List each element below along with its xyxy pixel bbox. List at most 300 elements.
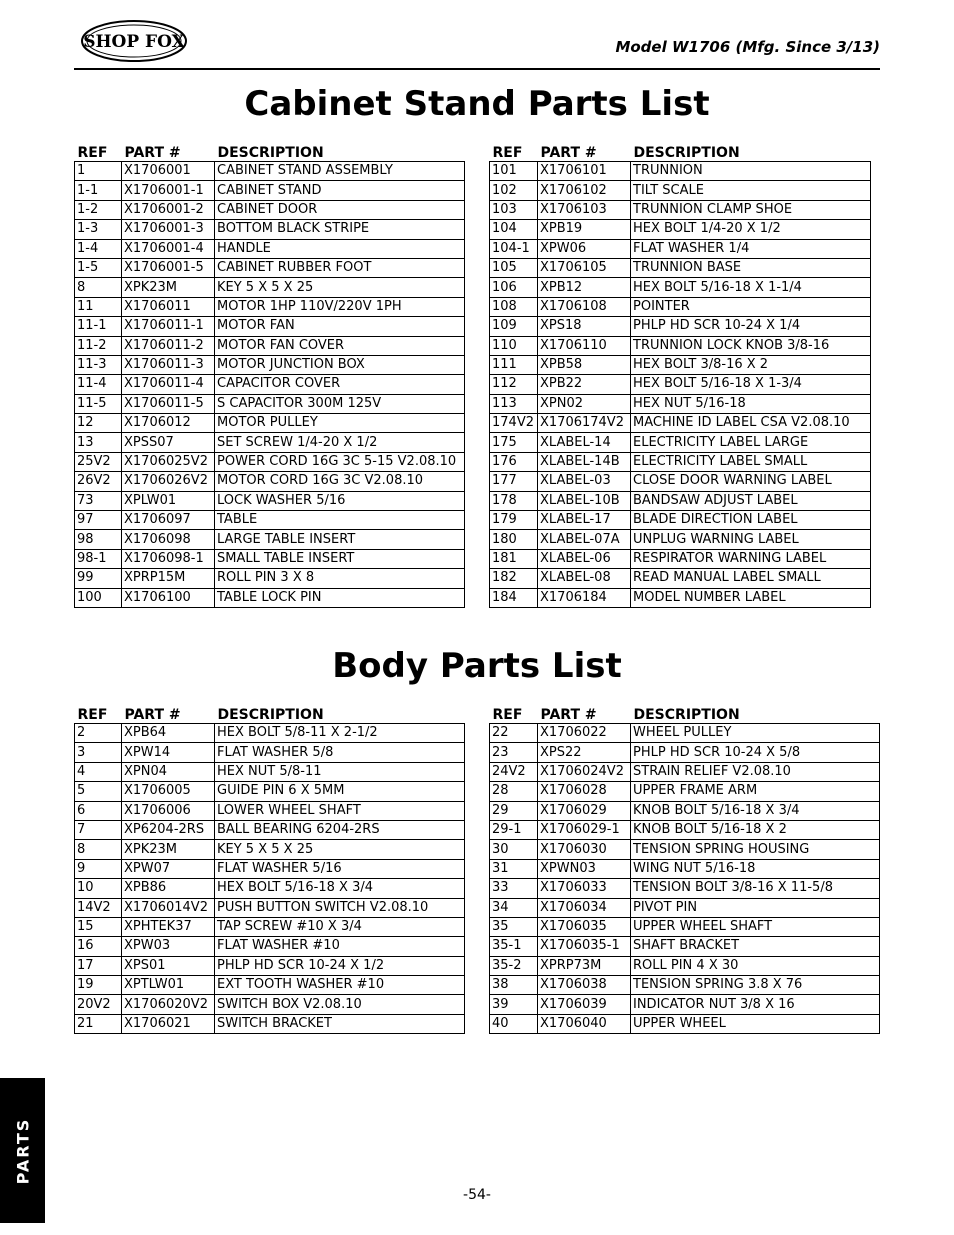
table-row <box>75 976 465 995</box>
ref-cell: 112 <box>490 375 538 394</box>
description-cell: HEX BOLT 3/8-16 X 2 <box>631 355 871 374</box>
col-header-description: DESCRIPTION <box>633 145 740 161</box>
description-cell: PHLP HD SCR 10-24 X 1/2 <box>215 956 465 975</box>
side-tab-label: PARTS <box>13 1117 32 1184</box>
description-cell: CABINET STAND ASSEMBLY <box>215 162 465 181</box>
description-cell: S CAPACITOR 300M 125V <box>215 394 465 413</box>
table-header-row <box>75 139 465 162</box>
description-cell: RESPIRATOR WARNING LABEL <box>631 549 871 568</box>
part-number-cell: X1706001-4 <box>122 239 215 258</box>
table-row <box>75 917 465 936</box>
description-cell: TRUNNION CLAMP SHOE <box>631 200 871 219</box>
part-number-cell: XPK23M <box>122 840 215 859</box>
description-cell: MOTOR JUNCTION BOX <box>215 355 465 374</box>
table-row <box>490 782 880 801</box>
table-row <box>490 1014 880 1033</box>
part-number-cell: X1706011-1 <box>122 317 215 336</box>
description-cell: MOTOR 1HP 110V/220V 1PH <box>215 297 465 316</box>
part-number-cell: X1706011-3 <box>122 355 215 374</box>
description-cell: ELECTRICITY LABEL LARGE <box>631 433 871 452</box>
description-cell: MOTOR FAN <box>215 317 465 336</box>
ref-cell: 12 <box>75 414 122 433</box>
part-number-cell: X1706098 <box>122 530 215 549</box>
table-row <box>75 433 465 452</box>
ref-cell: 110 <box>490 336 538 355</box>
ref-cell: 35-1 <box>490 937 538 956</box>
description-cell: EXT TOOTH WASHER #10 <box>215 976 465 995</box>
ref-cell: 98-1 <box>75 549 122 568</box>
ref-cell: 97 <box>75 511 122 530</box>
col-header-ref: REF <box>492 145 523 161</box>
description-cell: FLAT WASHER 5/8 <box>215 743 465 762</box>
description-cell: INDICATOR NUT 3/8 X 16 <box>631 995 880 1014</box>
ref-cell: 33 <box>490 879 538 898</box>
col-header-part: PART # <box>540 707 597 723</box>
table-row <box>490 588 871 607</box>
part-number-cell: X1706001 <box>122 162 215 181</box>
description-cell: MOTOR CORD 16G 3C V2.08.10 <box>215 472 465 491</box>
table-row <box>490 317 871 336</box>
description-cell: CABINET RUBBER FOOT <box>215 258 465 277</box>
ref-cell: 10 <box>75 879 122 898</box>
part-number-cell: X1706014V2 <box>122 898 215 917</box>
part-number-cell: XLABEL-08 <box>538 569 631 588</box>
shop-fox-logo <box>80 18 190 64</box>
ref-cell: 11-2 <box>75 336 122 355</box>
part-number-cell: X1706011-2 <box>122 336 215 355</box>
table-row <box>490 801 880 820</box>
ref-cell: 11-3 <box>75 355 122 374</box>
description-cell: FLAT WASHER 5/16 <box>215 859 465 878</box>
table-row <box>75 394 465 413</box>
col-header-part: PART # <box>124 707 181 723</box>
ref-cell: 29-1 <box>490 820 538 839</box>
table-row <box>490 976 880 995</box>
ref-cell: 30 <box>490 840 538 859</box>
ref-cell: 22 <box>490 724 538 743</box>
ref-cell: 11-4 <box>75 375 122 394</box>
ref-cell: 9 <box>75 859 122 878</box>
table-row <box>75 491 465 510</box>
part-number-cell: X1706029 <box>538 801 631 820</box>
part-number-cell: X1706001-3 <box>122 220 215 239</box>
part-number-cell: X1706097 <box>122 511 215 530</box>
description-cell: SHAFT BRACKET <box>631 937 880 956</box>
ref-cell: 105 <box>490 258 538 277</box>
table-row <box>490 336 871 355</box>
ref-cell: 104 <box>490 220 538 239</box>
ref-cell: 184 <box>490 588 538 607</box>
description-cell: TRUNNION <box>631 162 871 181</box>
ref-cell: 31 <box>490 859 538 878</box>
table-row <box>490 258 871 277</box>
part-number-cell: X1706001-5 <box>122 258 215 277</box>
table-row <box>490 220 871 239</box>
table-row <box>490 569 871 588</box>
table-row <box>490 530 871 549</box>
table-row <box>490 879 880 898</box>
table-row <box>75 220 465 239</box>
part-number-cell: XPHTEK37 <box>122 917 215 936</box>
description-cell: MOTOR PULLEY <box>215 414 465 433</box>
description-cell: KNOB BOLT 5/16-18 X 3/4 <box>631 801 880 820</box>
ref-cell: 11-1 <box>75 317 122 336</box>
ref-cell: 38 <box>490 976 538 995</box>
description-cell: LOWER WHEEL SHAFT <box>215 801 465 820</box>
part-number-cell: XPW03 <box>122 937 215 956</box>
part-number-cell: XLABEL-06 <box>538 549 631 568</box>
description-cell: TENSION SPRING 3.8 X 76 <box>631 976 880 995</box>
parts-table <box>489 701 880 1034</box>
table-row <box>75 801 465 820</box>
ref-cell: 35-2 <box>490 956 538 975</box>
ref-cell: 100 <box>75 588 122 607</box>
description-cell: KNOB BOLT 5/16-18 X 2 <box>631 820 880 839</box>
description-cell: FLAT WASHER #10 <box>215 937 465 956</box>
col-header-ref: REF <box>77 145 108 161</box>
description-cell: TRUNNION BASE <box>631 258 871 277</box>
part-number-cell: X1706110 <box>538 336 631 355</box>
table-row <box>75 859 465 878</box>
parts-table <box>489 139 871 608</box>
ref-cell: 175 <box>490 433 538 452</box>
part-number-cell: X1706021 <box>122 1014 215 1033</box>
part-number-cell: XPW06 <box>538 239 631 258</box>
table-row <box>75 820 465 839</box>
table-row <box>75 840 465 859</box>
part-number-cell: X1706011-4 <box>122 375 215 394</box>
description-cell: UNPLUG WARNING LABEL <box>631 530 871 549</box>
part-number-cell: X1706026V2 <box>122 472 215 491</box>
ref-cell: 1-1 <box>75 181 122 200</box>
ref-cell: 24V2 <box>490 762 538 781</box>
col-header-description: DESCRIPTION <box>217 707 324 723</box>
description-cell: HEX BOLT 5/16-18 X 1-1/4 <box>631 278 871 297</box>
part-number-cell: X1706028 <box>538 782 631 801</box>
ref-cell: 181 <box>490 549 538 568</box>
ref-cell: 8 <box>75 840 122 859</box>
table-row <box>75 724 465 743</box>
table-row <box>490 472 871 491</box>
part-number-cell: XPTLW01 <box>122 976 215 995</box>
parts-table <box>74 139 465 608</box>
part-number-cell: X1706034 <box>538 898 631 917</box>
header-rule <box>74 68 880 70</box>
table-row <box>75 317 465 336</box>
table-row <box>75 297 465 316</box>
part-number-cell: XPB22 <box>538 375 631 394</box>
part-number-cell: XPN02 <box>538 394 631 413</box>
ref-cell: 3 <box>75 743 122 762</box>
col-header-part: PART # <box>540 145 597 161</box>
ref-cell: 23 <box>490 743 538 762</box>
table-row <box>490 355 871 374</box>
part-number-cell: XPW14 <box>122 743 215 762</box>
description-cell: WING NUT 5/16-18 <box>631 859 880 878</box>
table-row <box>490 743 880 762</box>
description-cell: KEY 5 X 5 X 25 <box>215 840 465 859</box>
part-number-cell: X1706011-5 <box>122 394 215 413</box>
part-number-cell: X1706103 <box>538 200 631 219</box>
table-row <box>75 511 465 530</box>
description-cell: WHEEL PULLEY <box>631 724 880 743</box>
table-row <box>75 200 465 219</box>
table-row <box>75 452 465 471</box>
description-cell: HEX BOLT 5/16-18 X 1-3/4 <box>631 375 871 394</box>
page-number: -54- <box>463 1187 491 1203</box>
description-cell: TRUNNION LOCK KNOB 3/8-16 <box>631 336 871 355</box>
table-row <box>75 239 465 258</box>
description-cell: ELECTRICITY LABEL SMALL <box>631 452 871 471</box>
ref-cell: 176 <box>490 452 538 471</box>
part-number-cell: X1706105 <box>538 258 631 277</box>
ref-cell: 14V2 <box>75 898 122 917</box>
table-row <box>75 1014 465 1033</box>
part-number-cell: XPLW01 <box>122 491 215 510</box>
ref-cell: 6 <box>75 801 122 820</box>
part-number-cell: XPSS07 <box>122 433 215 452</box>
part-number-cell: X1706001-2 <box>122 200 215 219</box>
description-cell: LARGE TABLE INSERT <box>215 530 465 549</box>
ref-cell: 180 <box>490 530 538 549</box>
part-number-cell: X1706022 <box>538 724 631 743</box>
table-row <box>490 200 871 219</box>
description-cell: HANDLE <box>215 239 465 258</box>
table-row <box>490 995 880 1014</box>
description-cell: BALL BEARING 6204-2RS <box>215 820 465 839</box>
part-number-cell: XP6204-2RS <box>122 820 215 839</box>
table-row <box>75 355 465 374</box>
part-number-cell: XPS18 <box>538 317 631 336</box>
table-row <box>75 569 465 588</box>
table-row <box>75 898 465 917</box>
ref-cell: 177 <box>490 472 538 491</box>
part-number-cell: X1706033 <box>538 879 631 898</box>
table-row <box>75 995 465 1014</box>
table-row <box>75 414 465 433</box>
table-row <box>490 511 871 530</box>
description-cell: TAP SCREW #10 X 3/4 <box>215 917 465 936</box>
table-row <box>75 549 465 568</box>
part-number-cell: X1706029-1 <box>538 820 631 839</box>
ref-cell: 73 <box>75 491 122 510</box>
ref-cell: 16 <box>75 937 122 956</box>
ref-cell: 11 <box>75 297 122 316</box>
part-number-cell: XPW07 <box>122 859 215 878</box>
part-number-cell: X1706006 <box>122 801 215 820</box>
parts-table <box>74 701 465 1034</box>
table-row <box>490 239 871 258</box>
table-row <box>75 879 465 898</box>
part-number-cell: X1706005 <box>122 782 215 801</box>
col-header-ref: REF <box>77 707 108 723</box>
description-cell: KEY 5 X 5 X 25 <box>215 278 465 297</box>
table-row <box>490 297 871 316</box>
part-number-cell: X1706102 <box>538 181 631 200</box>
ref-cell: 26V2 <box>75 472 122 491</box>
ref-cell: 178 <box>490 491 538 510</box>
ref-cell: 111 <box>490 355 538 374</box>
ref-cell: 1-4 <box>75 239 122 258</box>
table-row <box>75 472 465 491</box>
part-number-cell: XPRP73M <box>538 956 631 975</box>
part-number-cell: X1706035 <box>538 917 631 936</box>
part-number-cell: XLABEL-14B <box>538 452 631 471</box>
table-row <box>490 394 871 413</box>
part-number-cell: X1706100 <box>122 588 215 607</box>
description-cell: SWITCH BOX V2.08.10 <box>215 995 465 1014</box>
part-number-cell: XPB58 <box>538 355 631 374</box>
description-cell: READ MANUAL LABEL SMALL <box>631 569 871 588</box>
ref-cell: 99 <box>75 569 122 588</box>
description-cell: ROLL PIN 3 X 8 <box>215 569 465 588</box>
description-cell: BANDSAW ADJUST LABEL <box>631 491 871 510</box>
description-cell: SET SCREW 1/4-20 X 1/2 <box>215 433 465 452</box>
ref-cell: 1 <box>75 162 122 181</box>
description-cell: HEX NUT 5/16-18 <box>631 394 871 413</box>
description-cell: UPPER WHEEL SHAFT <box>631 917 880 936</box>
table-row <box>490 724 880 743</box>
ref-cell: 102 <box>490 181 538 200</box>
description-cell: TABLE LOCK PIN <box>215 588 465 607</box>
col-header-ref: REF <box>492 707 523 723</box>
part-number-cell: XPWN03 <box>538 859 631 878</box>
table-row <box>75 278 465 297</box>
table-row <box>75 375 465 394</box>
description-cell: GUIDE PIN 6 X 5MM <box>215 782 465 801</box>
ref-cell: 13 <box>75 433 122 452</box>
ref-cell: 5 <box>75 782 122 801</box>
part-number-cell: XPS01 <box>122 956 215 975</box>
description-cell: PIVOT PIN <box>631 898 880 917</box>
part-number-cell: XLABEL-07A <box>538 530 631 549</box>
ref-cell: 39 <box>490 995 538 1014</box>
description-cell: POWER CORD 16G 3C 5-15 V2.08.10 <box>215 452 465 471</box>
part-number-cell: XLABEL-17 <box>538 511 631 530</box>
part-number-cell: XPB19 <box>538 220 631 239</box>
part-number-cell: X1706012 <box>122 414 215 433</box>
model-label: Model W1706 (Mfg. Since 3/13) <box>615 38 880 56</box>
table-row <box>490 956 880 975</box>
description-cell: PUSH BUTTON SWITCH V2.08.10 <box>215 898 465 917</box>
ref-cell: 2 <box>75 724 122 743</box>
ref-cell: 182 <box>490 569 538 588</box>
table-row <box>75 588 465 607</box>
ref-cell: 106 <box>490 278 538 297</box>
ref-cell: 28 <box>490 782 538 801</box>
ref-cell: 101 <box>490 162 538 181</box>
table-row <box>490 433 871 452</box>
part-number-cell: XPB12 <box>538 278 631 297</box>
ref-cell: 34 <box>490 898 538 917</box>
description-cell: HEX BOLT 5/16-18 X 3/4 <box>215 879 465 898</box>
description-cell: MACHINE ID LABEL CSA V2.08.10 <box>631 414 871 433</box>
table-row <box>490 937 880 956</box>
description-cell: SWITCH BRACKET <box>215 1014 465 1033</box>
table-row <box>490 917 880 936</box>
part-number-cell: XLABEL-03 <box>538 472 631 491</box>
description-cell: CAPACITOR COVER <box>215 375 465 394</box>
part-number-cell: X1706184 <box>538 588 631 607</box>
description-cell: MOTOR FAN COVER <box>215 336 465 355</box>
table-row <box>75 336 465 355</box>
description-cell: PHLP HD SCR 10-24 X 1/4 <box>631 317 871 336</box>
table-row <box>75 530 465 549</box>
table-row <box>75 937 465 956</box>
table-row <box>490 181 871 200</box>
description-cell: BOTTOM BLACK STRIPE <box>215 220 465 239</box>
ref-cell: 104-1 <box>490 239 538 258</box>
part-number-cell: XPB64 <box>122 724 215 743</box>
description-cell: CABINET STAND <box>215 181 465 200</box>
table-row <box>490 898 880 917</box>
description-cell: TENSION BOLT 3/8-16 X 11-5/8 <box>631 879 880 898</box>
col-header-description: DESCRIPTION <box>633 707 740 723</box>
table-row <box>490 491 871 510</box>
table-row <box>490 859 880 878</box>
ref-cell: 179 <box>490 511 538 530</box>
description-cell: LOCK WASHER 5/16 <box>215 491 465 510</box>
part-number-cell: X1706038 <box>538 976 631 995</box>
ref-cell: 15 <box>75 917 122 936</box>
col-header-description: DESCRIPTION <box>217 145 324 161</box>
part-number-cell: X1706039 <box>538 995 631 1014</box>
part-number-cell: X1706035-1 <box>538 937 631 956</box>
ref-cell: 8 <box>75 278 122 297</box>
description-cell: HEX BOLT 1/4-20 X 1/2 <box>631 220 871 239</box>
table-row <box>75 956 465 975</box>
table-row <box>75 162 465 181</box>
section-title-body: Body Parts List <box>332 646 622 686</box>
description-cell: TABLE <box>215 511 465 530</box>
ref-cell: 174V2 <box>490 414 538 433</box>
table-row <box>490 375 871 394</box>
table-row <box>490 414 871 433</box>
part-number-cell: X1706020V2 <box>122 995 215 1014</box>
ref-cell: 1-5 <box>75 258 122 277</box>
description-cell: POINTER <box>631 297 871 316</box>
table-row <box>490 549 871 568</box>
table-row <box>490 820 880 839</box>
description-cell: BLADE DIRECTION LABEL <box>631 511 871 530</box>
ref-cell: 109 <box>490 317 538 336</box>
part-number-cell: XPRP15M <box>122 569 215 588</box>
part-number-cell: X1706108 <box>538 297 631 316</box>
ref-cell: 35 <box>490 917 538 936</box>
part-number-cell: X1706174V2 <box>538 414 631 433</box>
ref-cell: 103 <box>490 200 538 219</box>
part-number-cell: XPK23M <box>122 278 215 297</box>
ref-cell: 20V2 <box>75 995 122 1014</box>
description-cell: TILT SCALE <box>631 181 871 200</box>
description-cell: CABINET DOOR <box>215 200 465 219</box>
ref-cell: 108 <box>490 297 538 316</box>
description-cell: STRAIN RELIEF V2.08.10 <box>631 762 880 781</box>
part-number-cell: X1706024V2 <box>538 762 631 781</box>
table-row <box>75 181 465 200</box>
table-row <box>490 762 880 781</box>
ref-cell: 19 <box>75 976 122 995</box>
part-number-cell: X1706011 <box>122 297 215 316</box>
part-number-cell: X1706101 <box>538 162 631 181</box>
table-row <box>490 278 871 297</box>
table-row <box>490 840 880 859</box>
ref-cell: 21 <box>75 1014 122 1033</box>
description-cell: UPPER WHEEL <box>631 1014 880 1033</box>
description-cell: HEX BOLT 5/8-11 X 2-1/2 <box>215 724 465 743</box>
ref-cell: 7 <box>75 820 122 839</box>
description-cell: SMALL TABLE INSERT <box>215 549 465 568</box>
